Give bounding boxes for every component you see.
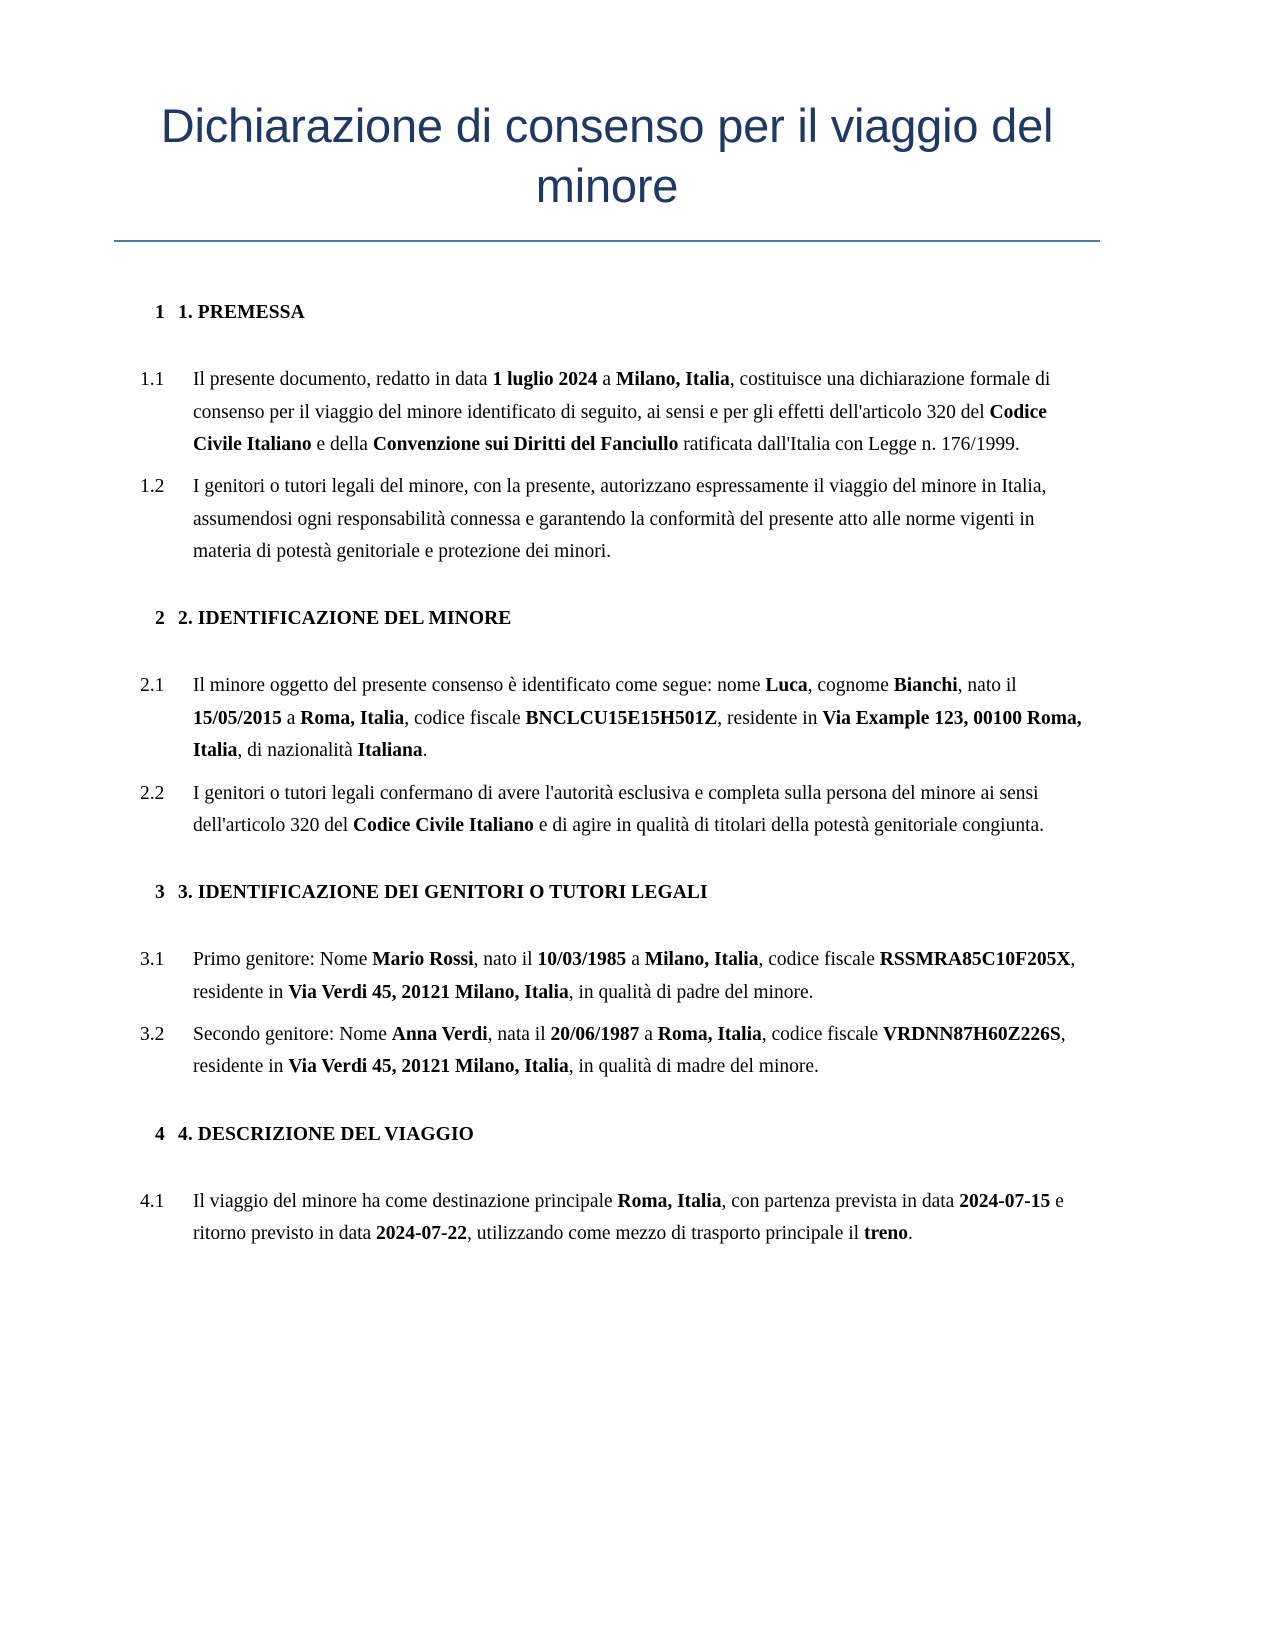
clause-text-run: . bbox=[908, 1223, 913, 1245]
section-spacer bbox=[140, 852, 1095, 882]
clause-text-run: I genitori o tutori legali confermano di avere l'autorità esclusiva e completa sulla persona del minore ai sensi dell'articolo 320 del bbox=[193, 782, 1039, 836]
emphasized-value: Italiana bbox=[357, 740, 423, 762]
section bbox=[140, 302, 1095, 568]
section-heading bbox=[140, 302, 1095, 324]
emphasized-value: 1 luglio 2024 bbox=[492, 369, 598, 391]
clause-text-run: Primo genitore: Nome bbox=[193, 949, 373, 971]
clause-text-run: . bbox=[422, 740, 428, 762]
title-block bbox=[0, 0, 1275, 242]
clause-text-run: a bbox=[281, 707, 301, 729]
section-spacer bbox=[140, 1094, 1095, 1124]
clause-number: 1.2 bbox=[140, 476, 165, 498]
clause-text-run: , nata il bbox=[487, 1023, 551, 1045]
clause-text-run: , in qualità di padre del minore. bbox=[568, 981, 814, 1003]
emphasized-value: Bianchi bbox=[893, 675, 958, 697]
emphasized-value: Convenzione sui Diritti del Fanciullo bbox=[372, 434, 679, 456]
clause-text-run: e della bbox=[311, 434, 373, 456]
emphasized-value: Luca bbox=[765, 675, 808, 697]
clause-text bbox=[193, 778, 1095, 843]
emphasized-value: 15/05/2015 bbox=[193, 707, 282, 729]
sections-container bbox=[140, 302, 1095, 1250]
clause-paragraph bbox=[140, 364, 1095, 461]
clause-paragraph bbox=[140, 944, 1095, 1009]
clause-text-run: e ritorno previsto in data bbox=[193, 1190, 1064, 1245]
clause-text-run: Secondo genitore: Nome bbox=[193, 1023, 392, 1045]
clause-paragraph bbox=[140, 1019, 1095, 1084]
clause-number: 3.1 bbox=[140, 949, 165, 971]
emphasized-value: Mario Rossi bbox=[372, 949, 474, 971]
emphasized-value: Anna Verdi bbox=[391, 1023, 488, 1045]
emphasized-value: Roma, Italia bbox=[657, 1023, 762, 1045]
section-number: 2 bbox=[155, 608, 165, 630]
clause-text-run: , cognome bbox=[807, 675, 894, 697]
emphasized-value: Codice Civile Italiano bbox=[353, 814, 534, 836]
page-title: Dichiarazione di consenso per il viaggio del minore bbox=[160, 99, 1054, 213]
emphasized-value: treno bbox=[863, 1223, 908, 1245]
clause-text-run: , codice fiscale bbox=[758, 949, 880, 971]
clause-text-run: , nato il bbox=[957, 675, 1017, 697]
emphasized-value: Via Example 123, 00100 Roma, Italia bbox=[193, 707, 1082, 762]
clause-text-run: Il minore oggetto del presente consenso è identificato come segue: nome bbox=[193, 675, 766, 697]
clause-number: 1.1 bbox=[140, 369, 165, 391]
clause-text bbox=[193, 670, 1095, 767]
clause-paragraph bbox=[140, 1186, 1095, 1251]
emphasized-value: VRDNN87H60Z226S bbox=[883, 1023, 1061, 1045]
emphasized-value: Via Verdi 45, 20121 Milano, Italia bbox=[288, 981, 569, 1003]
clause-number: 2.1 bbox=[140, 675, 165, 697]
clause-text-run: ratificata dall'Italia con Legge n. 176/1999. bbox=[678, 434, 1020, 456]
clause-text bbox=[193, 471, 1095, 568]
clause-text-run: , in qualità di madre del minore. bbox=[568, 1056, 819, 1078]
clause-text-run: Il presente documento, redatto in data bbox=[193, 369, 493, 391]
clause-text-run: e di agire in qualità di titolari della potestà genitoriale congiunta. bbox=[533, 814, 1045, 836]
emphasized-value: RSSMRA85C10F205X bbox=[879, 949, 1071, 971]
clause-text-run: , codice fiscale bbox=[761, 1023, 884, 1045]
clause-paragraph bbox=[140, 670, 1095, 767]
heading-gap bbox=[140, 1152, 1095, 1186]
clause-text-run: , con partenza prevista in data bbox=[721, 1190, 960, 1212]
section-title: 4. DESCRIZIONE DEL VIAGGIO bbox=[178, 1123, 474, 1145]
clause-text-run: a bbox=[626, 949, 645, 971]
section bbox=[140, 608, 1095, 842]
clause-text bbox=[193, 1186, 1095, 1251]
section-spacer bbox=[140, 578, 1095, 608]
document-body bbox=[0, 242, 1275, 1250]
emphasized-value: Roma, Italia bbox=[300, 707, 405, 729]
emphasized-value: Codice Civile Italiano bbox=[193, 401, 1047, 456]
clause-paragraph bbox=[140, 778, 1095, 843]
section-heading bbox=[140, 608, 1095, 630]
clause-text-run: , nato il bbox=[473, 949, 538, 971]
section bbox=[140, 882, 1095, 1083]
emphasized-value: 20/06/1987 bbox=[550, 1023, 640, 1045]
heading-gap bbox=[140, 636, 1095, 670]
clause-text-run: , residente in bbox=[193, 949, 1076, 1003]
clause-text bbox=[193, 1019, 1095, 1084]
section-heading bbox=[140, 882, 1095, 904]
clause-text-run: , utilizzando come mezzo di trasporto principale il bbox=[467, 1223, 864, 1245]
clause-text-run: , residente in bbox=[193, 1023, 1066, 1078]
emphasized-value: 2024-07-22 bbox=[376, 1223, 468, 1245]
emphasized-value: Milano, Italia bbox=[644, 949, 759, 971]
heading-gap bbox=[140, 330, 1095, 364]
section bbox=[140, 1124, 1095, 1251]
clause-text-run: , di nazionalità bbox=[237, 740, 358, 762]
clause-text-run: , costituisce una dichiarazione formale di consenso per il viaggio del minore identificato di seguito, ai sensi e per gli effetti dell'articolo 320 del bbox=[193, 369, 1051, 423]
emphasized-value: 2024-07-15 bbox=[959, 1190, 1051, 1212]
section-title: 2. IDENTIFICAZIONE DEL MINORE bbox=[178, 608, 512, 630]
section-number: 1 bbox=[155, 302, 165, 324]
clause-text-run: I genitori o tutori legali del minore, con la presente, autorizzano espressamente il viaggio del minore in Italia, assumendosi ogni responsabilità connessa e garantendo la conformità del presente atto alle norme vigenti in materia di potestà genitoriale e protezione dei minori. bbox=[193, 476, 1047, 563]
clause-paragraph bbox=[140, 471, 1095, 568]
clause-text bbox=[193, 944, 1095, 1009]
clause-text bbox=[193, 364, 1095, 461]
section-title: 1. PREMESSA bbox=[178, 302, 305, 324]
clause-number: 4.1 bbox=[140, 1190, 165, 1212]
clause-text-run: , residente in bbox=[717, 707, 823, 729]
section-number: 4 bbox=[155, 1123, 165, 1145]
section-number: 3 bbox=[155, 882, 165, 904]
emphasized-value: 10/03/1985 bbox=[537, 949, 627, 971]
emphasized-value: Milano, Italia bbox=[615, 369, 730, 391]
emphasized-value: Roma, Italia bbox=[617, 1190, 722, 1212]
clause-text-run: Il viaggio del minore ha come destinazione principale bbox=[193, 1190, 618, 1212]
clause-text-run: a bbox=[597, 369, 616, 391]
clause-text-run: a bbox=[639, 1023, 658, 1045]
emphasized-value: Via Verdi 45, 20121 Milano, Italia bbox=[288, 1056, 569, 1078]
emphasized-value: BNCLCU15E15H501Z bbox=[525, 707, 718, 729]
clause-number: 2.2 bbox=[140, 782, 165, 804]
heading-gap bbox=[140, 910, 1095, 944]
clause-number: 3.2 bbox=[140, 1023, 165, 1045]
section-title: 3. IDENTIFICAZIONE DEI GENITORI O TUTORI LEGALI bbox=[178, 882, 708, 904]
clause-text-run: , codice fiscale bbox=[404, 707, 526, 729]
section-heading bbox=[140, 1124, 1095, 1146]
